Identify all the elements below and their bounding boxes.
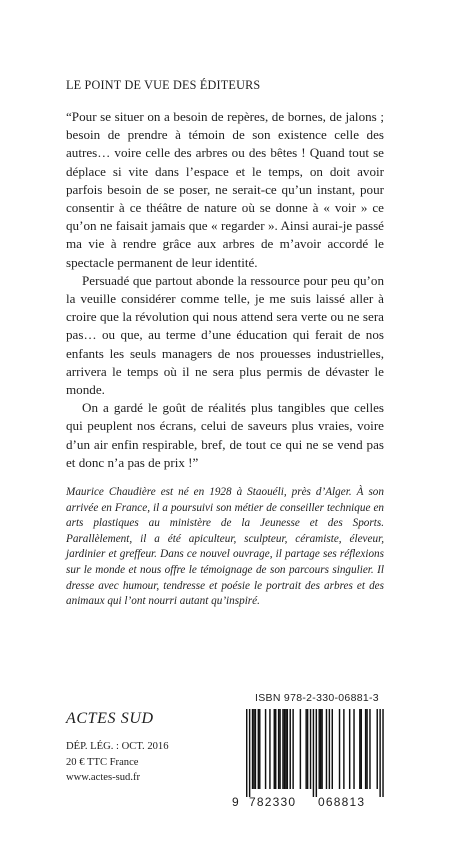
barcode: [232, 709, 392, 809]
barcode-bar: [300, 709, 301, 789]
barcode-bar: [366, 709, 367, 789]
barcode-bar: [249, 709, 250, 797]
barcode-bar: [353, 709, 354, 789]
barcode-bar: [246, 709, 247, 797]
author-quote: [66, 108, 384, 472]
barcode-bar: [275, 709, 276, 789]
barcode-bar: [313, 709, 314, 797]
barcode-bar: [259, 709, 260, 789]
barcode-bar: [279, 709, 280, 789]
barcode-bar: [319, 709, 320, 789]
barcode-bar: [258, 709, 259, 789]
barcode-bar: [310, 709, 311, 789]
price: 20 € TTC France: [66, 756, 139, 768]
barcode-bar: [284, 709, 285, 789]
barcode-bar: [359, 709, 360, 789]
quote-paragraph: “Pour se situer on a besoin de repères, de bornes, de jalons ; besoin de prendre à témoin de son existence celle des autres… voire celle des arbres ou des bêtes ! Quand tout se déplace si vite dans l’espace et le temps, on doit avoir parfois besoin de se poser, ne serait-ce qu’un instant, pour consentir à ce théâtre de nature où se donne à « voir » ce qu’on ne faisait jamais que « regarder ». Ainsi aurai-je passé ma vie à rendre grâce aux arbres de m’avoir accordé le spectacle permanent de leur identité.: [66, 109, 384, 270]
barcode-bar: [349, 709, 350, 789]
isbn-label: ISBN 978-2-330-06881-3: [255, 692, 379, 704]
quote-paragraph: Persuadé que partout abonde la ressource pour peu qu’on la veuille considérer comme telle, je me suis laissé aller à croire que la révolution qui nous attend sera verte ou ne sera pas… ou que, au terme d’une éducation qui ferait de nos enfants les seuls managers de nos prouesses industrielles, arrivera le temps où il ne sera plus permis de dévaster le monde.: [66, 272, 384, 398]
barcode-bar: [361, 709, 362, 789]
publisher-logo-text: ACTES SUD: [66, 710, 154, 727]
barcode-bar: [382, 709, 383, 797]
barcode-bar: [285, 709, 286, 789]
barcode-bar: [265, 709, 266, 789]
barcode-bar: [255, 709, 256, 789]
website: www.actes-sud.fr: [66, 772, 141, 783]
legal-deposit: DÉP. LÉG. : OCT. 2016: [66, 741, 169, 752]
barcode-bar: [307, 709, 308, 789]
barcode-bar: [379, 709, 380, 797]
barcode-bar: [316, 709, 317, 797]
barcode-bar: [282, 709, 283, 789]
barcode-bar: [369, 709, 370, 789]
quote-paragraph: On a gardé le goût de réalités plus tangibles que celles qui peuplent nos écrans, celui de saveurs plus vraies, voire d’un air enfin respirable, bref, de tout ce qui ne se vend pas et donc n’a pas de prix !”: [66, 400, 384, 470]
barcode-bar: [292, 709, 293, 789]
barcode-bar: [343, 709, 344, 789]
barcode-bar: [332, 709, 333, 789]
barcode-bar: [377, 709, 378, 789]
publication-info: [66, 739, 169, 786]
barcode-bar: [329, 709, 330, 789]
barcode-bar: [287, 709, 288, 789]
section-heading: LE POINT DE VUE DES ÉDITEURS: [66, 78, 261, 92]
barcode-bar: [269, 709, 270, 789]
barcode-bar: [305, 709, 306, 789]
barcode-bar: [321, 709, 322, 789]
barcode-bar: [274, 709, 275, 789]
barcode-bar: [339, 709, 340, 789]
barcode-bar: [253, 709, 254, 789]
barcode-bar: [326, 709, 327, 789]
barcode-left-group: 782330: [249, 795, 297, 809]
barcode-bar: [252, 709, 253, 789]
barcode-right-group: 068813: [318, 795, 366, 809]
barcode-bars: [232, 709, 392, 797]
barcode-bar: [278, 709, 279, 789]
barcode-bar: [320, 709, 321, 789]
author-bio: Maurice Chaudière est né en 1928 à Staouéli, près d’Alger. À son arrivée en France, il a poursuivi son métier de conseiller technique en arts plastiques au ministère de la Jeunesse et des Sports. Parallèlement, il a été apiculteur, sculpteur, céramiste, éleveur, jardinier et greffeur. Dans ce nouvel ouvrage, il partage ses réflexions sur le monde et nous offre le témoignage de son parcours singulier. Il dresse avec humour, tendresse et poésie le portrait des arbres et des animaux qui l’ont nourri autant qu’inspiré.: [66, 486, 384, 608]
barcode-first-digit: 9: [232, 795, 240, 809]
barcode-bar: [365, 709, 366, 789]
barcode-bar: [290, 709, 291, 789]
